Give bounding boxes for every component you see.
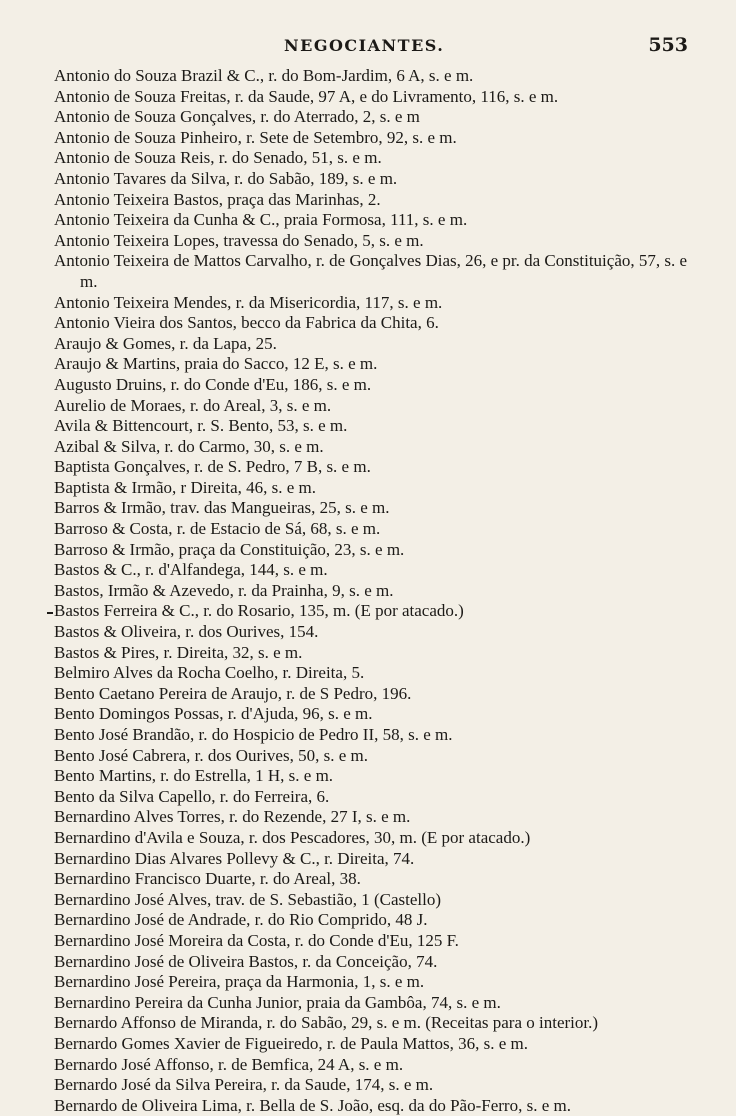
- list-item: Bernardo de Oliveira Lima, r. Bella de S. João, esq. da do Pão-Ferro, s. e m.: [54, 1095, 571, 1115]
- list-item: Barroso & Costa, r. de Estacio de Sá, 68, s. e m.: [54, 519, 381, 539]
- list-item: Bento Caetano Pereira de Araujo, r. de S Pedro, 196.: [54, 683, 412, 703]
- list-item: Aurelio de Moraes, r. do Areal, 3, s. e m.: [54, 395, 332, 415]
- list-item: Antonio Tavares da Silva, r. do Sabão, 189, s. e m.: [54, 168, 398, 188]
- list-item: Bento da Silva Capello, r. do Ferreira, 6.: [54, 786, 330, 806]
- list-item: Bernardino d'Avila e Souza, r. dos Pescadores, 30, m. (E por atacado.): [54, 827, 531, 847]
- list-item: Bernardino Dias Alvares Pollevy & C., r. Direita, 74.: [54, 848, 415, 868]
- list-item: Azibal & Silva, r. do Carmo, 30, s. e m.: [54, 436, 324, 456]
- list-item: Bernardino Alves Torres, r. do Rezende, 27 I, s. e m.: [54, 807, 411, 827]
- list-item: Bernardino Francisco Duarte, r. do Areal, 38.: [54, 869, 361, 889]
- list-item: Baptista Gonçalves, r. de S. Pedro, 7 B, s. e m.: [54, 457, 371, 477]
- list-item: Baptista & Irmão, r Direita, 46, s. e m.: [54, 477, 317, 497]
- list-item: Bernardino José Alves, trav. de S. Sebastião, 1 (Castello): [54, 889, 441, 909]
- list-item: Antonio Vieira dos Santos, becco da Fabrica da Chita, 6.: [54, 313, 439, 333]
- list-item: Bernardino José Moreira da Costa, r. do Conde d'Eu, 125 F.: [54, 930, 459, 950]
- list-item: Antonio Teixeira da Cunha & C., praia Formosa, 111, s. e m.: [54, 210, 468, 230]
- list-item: Belmiro Alves da Rocha Coelho, r. Direita, 5.: [54, 663, 365, 683]
- list-item: Bernardo José Affonso, r. de Bemfica, 24 A, s. e m.: [54, 1054, 404, 1074]
- list-item: Avila & Bittencourt, r. S. Bento, 53, s. e m.: [54, 416, 348, 436]
- page-number: 553: [648, 34, 688, 56]
- list-item: Augusto Druins, r. do Conde d'Eu, 186, s. e m.: [54, 374, 372, 394]
- list-item: Antonio Teixeira de Mattos Carvalho, r. de Gonçalves Dias, 26, e pr. da Constituição, 57, s. e m.: [54, 251, 688, 291]
- list-item: Antonio de Souza Reis, r. do Senado, 51, s. e m.: [54, 148, 382, 168]
- list-item: Bastos & Oliveira, r. dos Ourives, 154.: [54, 622, 319, 642]
- list-item: Barroso & Irmão, praça da Constituição, 23, s. e m.: [54, 539, 405, 559]
- list-item: Barros & Irmão, trav. das Mangueiras, 25, s. e m.: [54, 498, 390, 518]
- list-item: Bernardino José de Andrade, r. do Rio Comprido, 48 J.: [54, 910, 428, 930]
- list-item: Bernardino José Pereira, praça da Harmonia, 1, s. e m.: [54, 972, 425, 992]
- list-item: Bernardino José de Oliveira Bastos, r. da Conceição, 74.: [54, 951, 438, 971]
- list-item: Bento Martins, r. do Estrella, 1 H, s. e m.: [54, 766, 334, 786]
- list-item: Bento José Cabrera, r. dos Ourives, 50, s. e m.: [54, 745, 368, 765]
- page-header: [0, 28, 736, 68]
- list-item: Bernardino Pereira da Cunha Junior, praia da Gambôa, 74, s. e m.: [54, 992, 501, 1012]
- list-item: Bastos Ferreira & C., r. do Rosario, 135, m. (E por atacado.): [54, 601, 704, 622]
- list-item: Araujo & Martins, praia do Sacco, 12 E, s. e m.: [54, 354, 378, 374]
- merchant-list: [54, 66, 704, 1116]
- list-item: Bastos & Pires, r. Direita, 32, s. e m.: [54, 642, 303, 662]
- list-item: Bastos, Irmão & Azevedo, r. da Prainha, 9, s. e m.: [54, 580, 394, 600]
- list-item: Antonio de Souza Pinheiro, r. Sete de Setembro, 92, s. e m.: [54, 127, 457, 147]
- list-item: Antonio de Souza Freitas, r. da Saude, 97 A, e do Livramento, 116, s. e m.: [54, 86, 559, 106]
- list-item: Antonio Teixeira Mendes, r. da Misericordia, 117, s. e m.: [54, 292, 443, 312]
- list-item: Bento José Brandão, r. do Hospicio de Pedro II, 58, s. e m.: [54, 725, 453, 744]
- list-item: Antonio Teixeira Bastos, praça das Marinhas, 2.: [54, 189, 381, 209]
- list-item: Bastos & C., r. d'Alfandega, 144, s. e m.: [54, 560, 328, 580]
- list-item: Antonio Teixeira Lopes, travessa do Senado, 5, s. e m.: [54, 230, 424, 250]
- list-item: Bento Domingos Possas, r. d'Ajuda, 96, s. e m.: [54, 704, 373, 724]
- list-item: Bernardo José da Silva Pereira, r. da Saude, 174, s. e m.: [54, 1075, 434, 1095]
- list-item: Araujo & Gomes, r. da Lapa, 25.: [54, 333, 277, 353]
- list-item: Bernardo Affonso de Miranda, r. do Sabão, 29, s. e m. (Receitas para o interior.): [54, 1013, 599, 1033]
- list-item: Bernardo Gomes Xavier de Figueiredo, r. de Paula Mattos, 36, s. e m.: [54, 1033, 529, 1053]
- list-item: Antonio do Souza Brazil & C., r. do Bom-Jardim, 6 A, s. e m.: [54, 66, 474, 85]
- section-title: NEGOCIANTES.: [284, 36, 445, 55]
- list-item: Antonio de Souza Gonçalves, r. do Aterrado, 2, s. e m: [54, 107, 420, 127]
